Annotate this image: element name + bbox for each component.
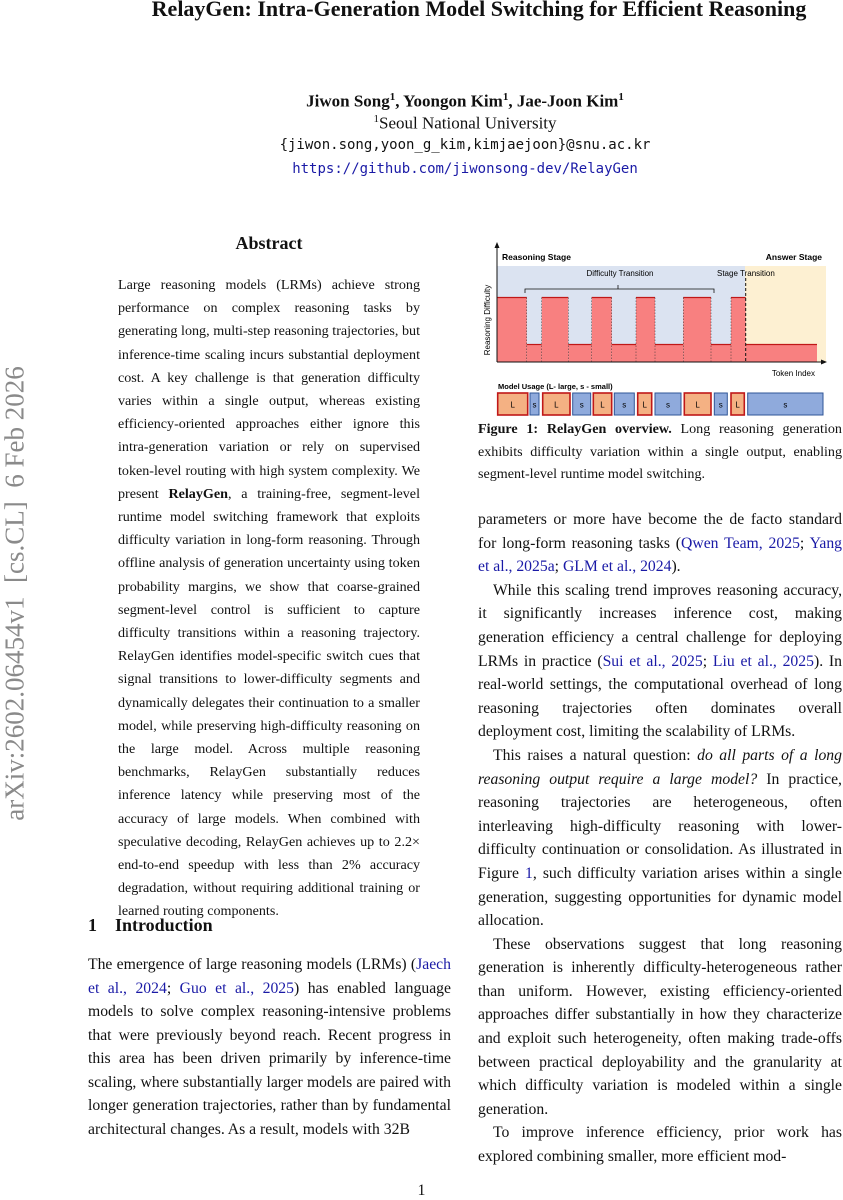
abstract-body	[118, 274, 420, 924]
affiliation-mark: 1	[373, 113, 379, 125]
section-number: 1	[88, 915, 97, 935]
arxiv-stamp: arXiv:2602.06454v1 [cs.CL] 6 Feb 2026	[0, 366, 30, 821]
italic-text: do all parts of a long reasoning output require a large model?	[478, 746, 842, 788]
y-axis-label: Reasoning Difficulty	[483, 284, 492, 356]
difficulty-bar-low	[655, 345, 683, 363]
author: Yoongon Kim	[403, 91, 503, 111]
model-block-label: L	[510, 400, 515, 410]
text-span: ).	[671, 558, 681, 576]
separator: ,	[508, 91, 517, 111]
caption-text: Long reasoning generation exhibits difficulty variation within a single output, enabling segment-level runtime model switching.	[478, 421, 842, 482]
x-axis-label: Token Index	[771, 369, 815, 378]
affiliation-mark: 1	[618, 91, 624, 103]
citation-link[interactable]: Liu et al., 2025	[712, 652, 814, 670]
model-block-label: L	[695, 400, 700, 410]
difficulty-bar-high	[731, 298, 746, 363]
text-span: ;	[166, 979, 180, 997]
figure-1-caption	[478, 418, 842, 486]
answer-stage-label: Answer Stage	[765, 252, 822, 262]
section-heading	[88, 915, 213, 936]
text-span: This raises a natural question:	[493, 746, 698, 764]
model-block-label: s	[622, 400, 627, 410]
model-block-label: s	[579, 400, 584, 410]
citation-link[interactable]: Jaech et al., 2024	[88, 956, 451, 997]
text-span: ) has enabled language models to solve complex reasoning-intensive problems that were previously beyond reach. Recent progress in this area has been driven primarily by inference-time scaling, where substantially larger models are paired with longer generation trajectories, rather than by fundamental architectural changes. As a result, models with 32B	[88, 979, 451, 1138]
citation-link[interactable]: GLM et al., 2024	[562, 558, 672, 576]
paragraph	[88, 953, 451, 1141]
author: Jae-Joon Kim	[516, 91, 619, 111]
paragraph	[478, 744, 842, 933]
figure-1-diagram	[475, 240, 835, 420]
separator: ,	[395, 91, 404, 111]
paragraph	[478, 933, 842, 1122]
paragraph	[478, 1121, 842, 1168]
text-span: ). In real-world settings, the computational overhead of long reasoning trajectories often dominates overall deployment cost, limiting the scalability of LRMs.	[478, 652, 842, 741]
author: Jiwon Song	[306, 91, 390, 111]
difficulty-bar-low	[568, 345, 591, 363]
paragraph	[478, 508, 842, 579]
page-number: 1	[417, 1182, 426, 1199]
text-span: These observations suggest that long reasoning generation is inherently difficulty-heterogeneous rather than uniform. However, existing efficiency-oriented approaches differ substantially in how they characterize and exploit such heterogeneity, often making trade-offs between practical deployability and the granularity at which difficulty variation is modeled within a single generation.	[478, 935, 842, 1118]
caption-label: Figure 1:	[478, 421, 539, 437]
model-block-label: s	[532, 400, 537, 410]
bold-text: RelayGen	[168, 485, 228, 502]
affiliation-mark: 1	[502, 91, 509, 103]
citation-link[interactable]: 1	[525, 864, 533, 882]
difficulty-bar-high	[683, 298, 711, 363]
text-span: ;	[554, 558, 563, 576]
section-title: Introduction	[115, 915, 213, 935]
difficulty-bar-low	[711, 345, 731, 363]
difficulty-bar-low	[612, 345, 636, 363]
text-span: Large reasoning models (LRMs) achieve strong performance on complex reasoning tasks by generating long, multi-step reasoning trajectories, but inference-time scaling incurs substantial deployment cost. A key challenge is that generation difficulty varies within a single output, whereas existing efficiency-oriented approaches either ignore this intra-generation variation or rely on supervised token-level routing with high system complexity. We present	[118, 277, 420, 502]
text-span: To improve inference efficiency, prior work has explored combining smaller, more efficient mod-	[478, 1124, 842, 1166]
model-usage-label: Model Usage (L- large, s - small)	[498, 382, 613, 391]
github-link[interactable]: https://github.com/jiwonsong-dev/RelayGen	[292, 161, 638, 177]
left-column-body	[88, 953, 451, 1141]
text-span: , a training-free, segment-level runtime model switching framework that exploits difficulty variation in long-form reasoning. Through offline analysis of generation uncertainty using token probability margins, we show that coarse-grained segment-level control is sufficient to capture difficulty transitions within a reasoning trajectory. RelayGen identifies model-specific switch cues that signal transitions to lower-difficulty segments and dynamically delegates their continuation to a smaller model, while preserving high-difficulty reasoning on the large model. Across multiple reasoning benchmarks, RelayGen substantially reduces inference latency while preserving most of the accuracy of large models. When combined with speculative decoding, RelayGen achieves up to 2.2× end-to-end speedup with less than 2% accuracy degradation, without requiring additional training or learned routing components.	[118, 485, 420, 920]
difficulty-transition-label: Difficulty Transition	[586, 269, 654, 278]
model-block-label: L	[642, 400, 647, 410]
model-block-label: L	[600, 400, 605, 410]
text-span: The emergence of large reasoning models (LRMs) (	[88, 956, 417, 973]
affiliation-name: Seoul National University	[378, 113, 557, 133]
text-span: In practice, reasoning trajectories are heterogeneous, often interleaving high-difficulty reasoning with lower-difficulty continuation or consolidation. As illustrated in Figure	[478, 770, 842, 882]
y-axis-arrow	[495, 242, 500, 248]
model-block-label: s	[783, 400, 788, 410]
stage-transition-label: Stage Transition	[717, 269, 775, 278]
citation-link[interactable]: Yang et al., 2025a	[478, 534, 843, 576]
model-block-label: s	[666, 400, 670, 410]
difficulty-bar-high	[592, 298, 612, 363]
caption-title: RelayGen overview.	[546, 421, 672, 437]
model-block-label: s	[718, 400, 723, 410]
abstract-heading: Abstract	[235, 233, 303, 253]
paper-title: RelayGen: Intra-Generation Model Switching for Efficient Reasoning	[151, 0, 807, 21]
text-span: ;	[799, 534, 810, 552]
affiliation	[240, 113, 690, 134]
model-block-label: L	[735, 400, 740, 410]
model-block-label: L	[554, 400, 559, 410]
difficulty-bar-high	[636, 298, 655, 363]
reasoning-stage-label: Reasoning Stage	[502, 252, 571, 262]
author-list	[240, 91, 690, 112]
text-span: parameters or more have become the de facto standard for long-form reasoning tasks (	[478, 511, 842, 552]
difficulty-bar-high	[497, 298, 527, 363]
affiliation-mark: 1	[389, 91, 396, 103]
difficulty-bar-low	[746, 345, 817, 363]
text-span: While this scaling trend improves reasoning accuracy, it significantly increases inference cost, making generation efficiency a central challenge for deploying LRMs in practice (	[478, 581, 842, 670]
paragraph	[478, 579, 842, 744]
citation-link[interactable]: Guo et al., 2025	[179, 979, 294, 997]
citation-link[interactable]: Qwen Team, 2025	[681, 534, 800, 552]
difficulty-bar-low	[527, 345, 542, 363]
citation-link[interactable]: Sui et al., 2025	[602, 652, 703, 670]
text-span: ;	[702, 652, 713, 670]
author-emails: {jiwon.song,yoon_g_kim,kimjaejoon}@snu.ac.kr	[279, 137, 651, 153]
text-span: , such difficulty variation arises within a single generation, suggesting opportunities for dynamic model allocation.	[478, 864, 842, 930]
difficulty-bar-high	[542, 298, 569, 363]
right-column-body	[478, 508, 842, 1169]
